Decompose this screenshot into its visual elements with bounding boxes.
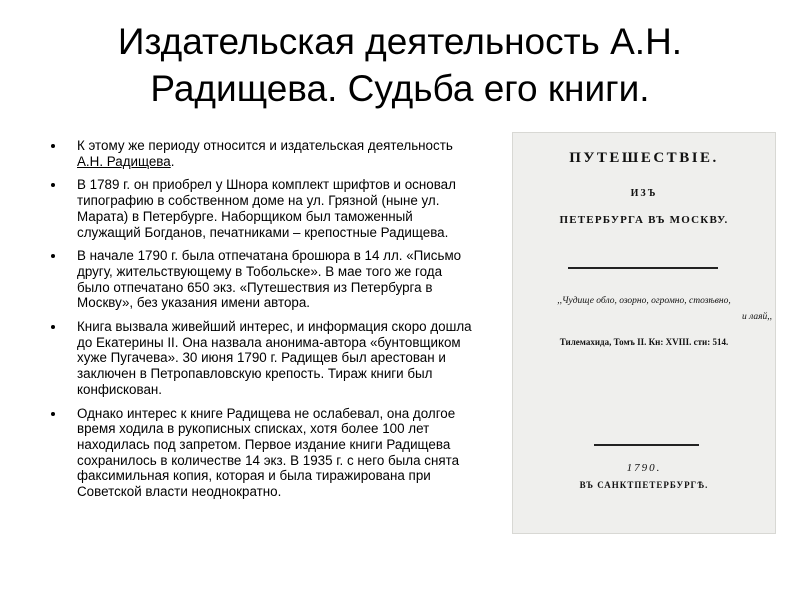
bullet-dot-icon	[51, 254, 55, 258]
book-epigraph-line1: ,,Чудище обло, озорно, огромно, стозѣвно,	[557, 296, 731, 306]
book-title-route: ПЕТЕРБУРГА ВЪ МОСКВУ.	[559, 214, 729, 226]
bullet-item	[50, 177, 475, 240]
bullet-item	[50, 406, 475, 500]
bullet-dot-icon	[51, 412, 55, 416]
bullet-dot-icon	[51, 325, 55, 329]
bullet-text: Однако интерес к книге Радищева не ослабевал, она долгое время ходила в рукописных списках, хотя более 100 лет находилась под запретом. Первое издание книги Радищева сохранилось в количестве 14 экз. В 1935 г. с него была снята факсимильная копия, которая и была тиражирована при Советской власти неоднократно.	[77, 405, 460, 500]
radishchev-link[interactable]: А.Н. Радищева	[77, 153, 171, 169]
book-title: ПУТЕШЕСТВІЕ.	[569, 150, 719, 166]
book-epigraph-line2: и лаяй,,	[741, 312, 772, 322]
page-title-line1: Издательская деятельность А.Н.	[117, 21, 683, 62]
book-epigraph-source: Тилемахида, Томъ II. Кн: XVIII. сти: 514.	[559, 337, 729, 347]
book-rule-bottom	[594, 444, 699, 446]
bullet-text-end: .	[170, 153, 175, 169]
page-title	[0, 18, 800, 112]
bullet-item	[50, 319, 475, 398]
bullet-dot-icon	[51, 144, 55, 148]
book-title-from: ИЗЪ	[630, 188, 658, 199]
bullet-text: В 1789 г. он приобрел у Шнора комплект шрифтов и основал типографию в собственном доме на ул. Грязной (ныне ул. Марата) в Петербурге. Наборщиком был таможенный служащий Богданов, печатниками – крепостные Радищева.	[77, 177, 456, 240]
bullet-text: В начале 1790 г. была отпечатана брошюра в 14 лл. «Письмо другу, жительствующему в Тобольске». В мае того же года было отпечатано 650 экз. «Путешествия из Петербурга в Москву», без указания имени автора.	[77, 248, 462, 311]
bullet-dot-icon	[51, 183, 55, 187]
book-rule-top	[568, 267, 718, 269]
page-title-line2: Радищева. Судьба его книги.	[150, 68, 650, 109]
bullet-list	[50, 138, 475, 508]
bullet-item	[50, 248, 475, 311]
book-title-page-image	[512, 132, 776, 534]
book-place: ВЪ САНКТПЕТЕРБУРГѢ.	[579, 480, 709, 490]
bullet-text: К этому же периоду относится и издательская деятельность	[77, 138, 453, 153]
bullet-item	[50, 138, 475, 169]
book-year: 1790.	[626, 462, 662, 474]
bullet-text: Книга вызвала живейший интерес, и информация скоро дошла до Екатерины II. Она назвала анонима-автора «бунтовщиком хуже Пугачева». 30 июня 1790 г. Радищев был арестован и заключен в Петропавловскую крепость. Тираж книги был конфискован.	[77, 319, 472, 397]
